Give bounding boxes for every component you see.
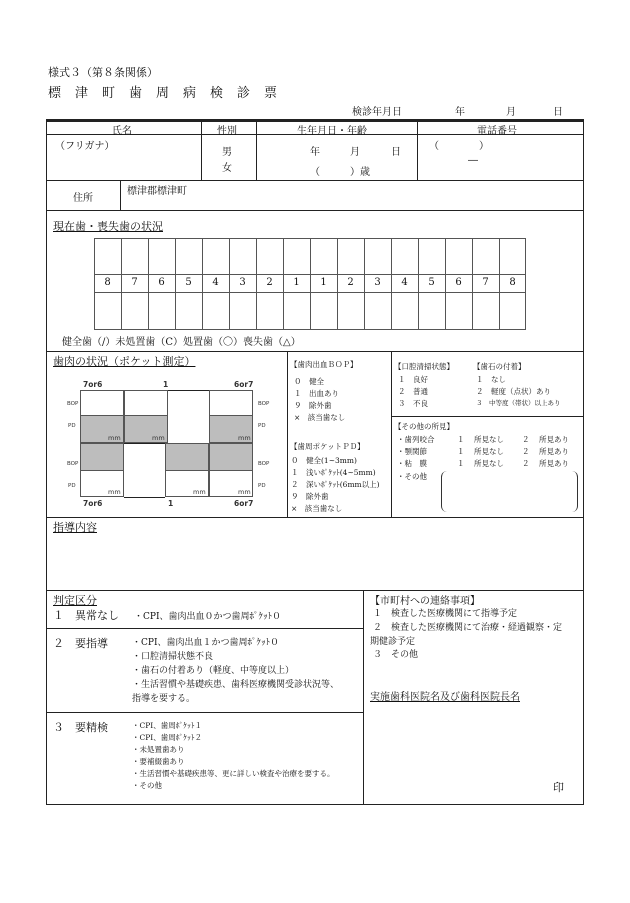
mm-unit: mm [238,434,251,442]
lower-tooth-cell[interactable] [148,293,175,329]
dob-month-label[interactable]: 月 [350,147,360,158]
judgement-category-1-text: ・CPI、歯肉出血０かつ歯周ﾎﾟｹｯﾄ０ [134,612,281,622]
mm-unit: mm [108,488,121,496]
tooth-number: 3 [239,277,246,288]
sex-label: 性別 [217,126,237,137]
tooth-number: 2 [347,277,354,288]
tooth-number: 7 [131,277,138,288]
seal-mark: 印 [553,781,564,794]
other-findings-option-none[interactable]: 所見なし [474,435,504,444]
tooth-number: 8 [104,277,111,288]
lower-tooth-cell[interactable] [121,293,148,329]
dob-label: 生年月日・年齢 [297,126,367,137]
form-number: 様式３（第８条関係） [48,66,158,79]
judgement-category-3-item: ・CPI、歯周ﾎﾟｹｯﾄ２ [132,733,202,742]
teeth-legend: 健全歯（/）未処置歯（C）処置歯（〇）喪失歯（△） [62,337,301,348]
bop-item: １ 出血あり [294,389,339,398]
upper-tooth-cell[interactable] [121,239,148,273]
contact-title: 【市町村への連絡事項】 [370,596,480,607]
clinic-name-field[interactable] [370,704,578,774]
address-divider [120,180,121,210]
other-findings-option-present[interactable]: 所見あり [539,435,569,444]
tooth-number: 7 [482,277,489,288]
bop-item: × 該当歯なし [294,413,346,422]
exam-month-label[interactable]: 月 [506,107,516,118]
contact-item-cont: 期健診予定 [370,637,416,647]
judgement-category-2-item: ・生活習慣や基礎疾患、歯科医療機関受診状況等、 [132,680,340,690]
lower-tooth-cell[interactable] [364,293,391,329]
pd-row-label-upper-right: PD [258,423,266,429]
lower-tooth-cell[interactable] [445,293,472,329]
bop-row-label-lower: BOP [67,461,79,467]
page-title: 標津町歯周病検診票 [48,86,292,101]
gum-section-title: 歯肉の状況（ポケット測定） [53,355,196,368]
oral-hygiene-item[interactable]: ３ 不良 [398,399,428,408]
tooth-number: 1 [320,277,327,288]
lower-tooth-cell[interactable] [283,293,310,329]
lower-tooth-cell[interactable] [94,293,121,329]
upper-tooth-cell[interactable] [256,239,283,273]
judgement-category-3[interactable]: ３ 要精検 [53,721,108,734]
calculus-title: 【歯石の付着】 [473,362,526,371]
other-findings-row-label: ・粘 膜 [397,459,427,468]
lower-tooth-cell[interactable] [472,293,499,329]
upper-tooth-cell[interactable] [418,239,445,273]
other-findings-option-number: １ [457,435,465,444]
lower-tooth-cell[interactable] [229,293,256,329]
judgement-category-2-item: 指導を要する。 [132,694,196,704]
dob-year-label[interactable]: 年 [310,147,320,158]
judgement-category-3-item: ・その他 [132,781,162,790]
pocket-upper-bridge [168,390,209,391]
upper-tooth-cell[interactable] [364,239,391,273]
guidance-field[interactable] [53,535,578,587]
calculus-item[interactable]: ３ 中等度（帯状）以上あり [476,399,561,407]
contact-item[interactable]: １ 検査した医療機関にて指導予定 [373,609,518,619]
bop-row-label-upper-right: BOP [258,401,270,407]
lower-tooth-cell[interactable] [499,293,526,329]
info-bottom-rule [46,210,584,211]
sex-male-option[interactable]: 男 [222,147,232,158]
calculus-item[interactable]: ２ 軽度（点状）あり [476,387,551,396]
upper-tooth-cell[interactable] [391,239,418,273]
mm-unit: mm [108,434,121,442]
lower-tooth-cell[interactable] [175,293,202,329]
judgement-divider [363,590,364,805]
other-findings-option-none[interactable]: 所見なし [474,459,504,468]
mm-unit: mm [152,434,165,442]
info-divider-3 [417,120,418,180]
judgement-category-2-item: ・CPI、歯肉出血１かつ歯周ﾎﾟｹｯﾄ０ [132,638,279,648]
pocket-lower-left-divider [80,470,124,471]
phone-dash: ― [468,155,478,166]
other-findings-etc-field[interactable] [441,471,578,512]
bop-title: 【歯肉出血ＢＯＰ】 [290,360,358,369]
tooth-number: 4 [212,277,219,288]
other-findings-option-number: ２ [522,459,530,468]
name-label: 氏名 [112,126,132,137]
oral-hygiene-item[interactable]: １ 良好 [398,375,428,384]
bop-item: ９ 除外歯 [294,401,332,410]
bop-row-label-lower-right: BOP [258,461,270,467]
judgement-rule-1 [46,628,363,629]
dob-day-label[interactable]: 日 [391,147,401,158]
furigana-label: （フリガナ） [55,141,115,152]
upper-tooth-cell[interactable] [337,239,364,273]
pocket-upper-left-divider [80,415,168,416]
upper-tooth-cell[interactable] [472,239,499,273]
pd-item: ２ 深いﾎﾟｹｯﾄ(6mm以上) [291,480,380,489]
pocket-lower-right-divider [165,470,253,471]
tooth-number: 3 [374,277,381,288]
contact-item[interactable]: ２ 検査した医療機関にて治療・経過観察・定 [373,623,563,633]
pocket-bottom-right-label: 6or7 [234,499,254,508]
lower-tooth-cell[interactable] [418,293,445,329]
oral-bottom-rule [391,416,584,417]
tooth-number: 6 [158,277,165,288]
tooth-number: 2 [266,277,273,288]
bop-row-label-upper: BOP [67,401,79,407]
tooth-number: 4 [401,277,408,288]
judgement-category-2-item: ・歯石の付着あり（軽度、中等度以上） [132,666,295,676]
exam-year-label[interactable]: 年 [455,107,465,118]
guidance-title: 指導内容 [53,521,97,534]
pocket-top-right-label: 6or7 [234,380,254,389]
pocket-top-left-label: 7or6 [83,380,103,389]
info-divider-2 [256,120,257,180]
other-findings-option-number: １ [457,459,465,468]
judgement-title: 判定区分 [53,594,97,607]
pocket-top-center-label: 1 [163,380,169,389]
exam-date-label: 検診年月日 [352,107,402,118]
tooth-number: 5 [185,277,192,288]
oral-hygiene-item[interactable]: ２ 普通 [398,387,428,396]
tooth-number: 6 [455,277,462,288]
other-findings-row-label: ・顎関節 [397,447,427,456]
lower-tooth-cell[interactable] [256,293,283,329]
pd-row-label-lower: PD [68,483,76,489]
upper-tooth-cell[interactable] [202,239,229,273]
tooth-number: 1 [293,277,300,288]
teeth-section-title: 現在歯・喪失歯の状況 [53,220,163,233]
upper-tooth-cell[interactable] [310,239,337,273]
upper-tooth-cell[interactable] [499,239,526,273]
judgement-category-3-item: ・生活習慣や基礎疾患等、更に詳しい検査や治療を要する。 [132,769,335,778]
pd-item: ０ 健全(1~3mm) [291,456,357,465]
upper-tooth-cell[interactable] [229,239,256,273]
bop-item: ０ 健全 [294,377,324,386]
other-findings-row-label: ・歯列咬合 [397,435,435,444]
lower-tooth-cell[interactable] [202,293,229,329]
clinic-title: 実施歯科医院名及び歯科医院長名 [370,692,520,703]
lower-tooth-cell[interactable] [337,293,364,329]
judgement-category-3-item: ・CPI、歯周ﾎﾟｹｯﾄ１ [132,721,202,730]
judgement-category-3-item: ・要補綴歯あり [132,757,185,766]
upper-tooth-cell[interactable] [94,239,121,273]
phone-label: 電話番号 [477,126,517,137]
tooth-number: 8 [509,277,516,288]
mm-unit: mm [238,488,251,496]
other-findings-option-number: ２ [522,447,530,456]
gum-divider-1 [287,351,288,517]
upper-tooth-cell[interactable] [175,239,202,273]
pocket-upper-right-divider [209,415,253,416]
other-findings-option-none[interactable]: 所見なし [474,447,504,456]
other-findings-option-present[interactable]: 所見あり [539,447,569,456]
gum-bottom-rule [46,517,584,518]
phone-area-code-field[interactable]: （ ） [429,141,489,152]
judgement-category-3-item: ・未処置歯あり [132,745,185,754]
upper-tooth-cell[interactable] [283,239,310,273]
upper-tooth-cell[interactable] [445,239,472,273]
pd-item: ９ 除外歯 [291,492,329,501]
guidance-bottom-rule [46,590,584,591]
other-findings-title: 【その他の所見】 [394,422,454,431]
pd-title: 【歯周ポケットＰＤ】 [290,442,365,451]
pd-item: × 該当歯なし [291,504,343,513]
lower-tooth-cell[interactable] [310,293,337,329]
sex-female-option[interactable]: 女 [222,163,232,174]
mm-unit: mm [193,488,206,496]
info-address-rule [46,180,584,181]
pd-row-label-upper: PD [68,423,76,429]
other-findings-etc: ・その他 [397,472,427,481]
judgement-category-2[interactable]: ２ 要指導 [53,637,108,650]
pd-row-label-lower-right: PD [258,483,266,489]
contact-item[interactable]: ３ その他 [373,650,419,660]
address-value[interactable]: 標津郡標津町 [127,186,187,197]
gum-divider-2 [391,351,392,517]
judgement-rule-2 [46,712,363,713]
pd-item: １ 浅いﾎﾟｹｯﾄ(4~5mm) [291,468,376,477]
other-findings-option-number: １ [457,447,465,456]
oral-hygiene-title: 【口腔清掃状態】 [394,362,454,371]
other-findings-option-present[interactable]: 所見あり [539,459,569,468]
pocket-bottom-left-label: 7or6 [83,499,103,508]
pocket-lower-bridge [124,497,165,498]
pocket-bottom-center-label: 1 [168,499,174,508]
exam-day-label[interactable]: 日 [553,107,563,118]
judgement-category-1[interactable]: １ 異常なし [53,609,119,622]
address-label: 住所 [73,193,93,204]
other-findings-option-number: ２ [522,435,530,444]
age-field[interactable]: （ ）歳 [310,167,370,178]
name-field[interactable] [57,150,197,176]
upper-tooth-cell[interactable] [148,239,175,273]
info-divider-1 [201,120,202,180]
lower-tooth-cell[interactable] [391,293,418,329]
teeth-bottom-rule [46,351,584,352]
tooth-number: 5 [428,277,435,288]
judgement-category-2-item: ・口腔清掃状態不良 [132,652,214,662]
calculus-item[interactable]: １ なし [476,375,506,384]
